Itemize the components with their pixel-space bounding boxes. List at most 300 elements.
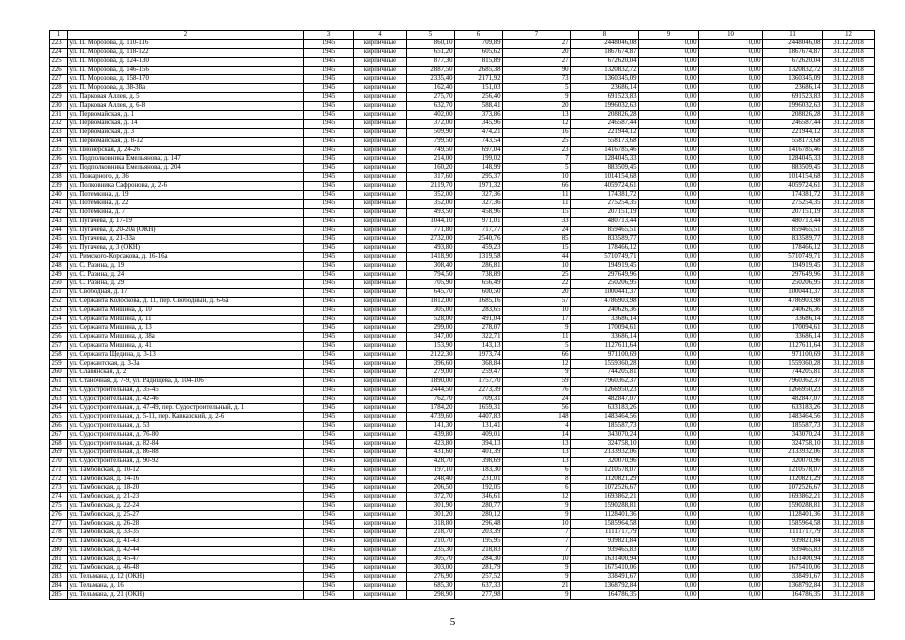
living-area-cell: 409,01 xyxy=(455,431,503,440)
table-row xyxy=(50,297,875,306)
wall-material-cell: кирпичные xyxy=(354,591,407,600)
date-cell: 31.12.2018 xyxy=(823,528,875,537)
total-area-cell: 372,00 xyxy=(407,119,455,128)
address-cell: ул. Пугачева, д. 21-33а xyxy=(68,235,304,244)
date-cell: 31.12.2018 xyxy=(823,84,875,93)
address-cell: ул. Судостроительная, д. 82-84 xyxy=(68,439,304,448)
table-row xyxy=(50,111,875,120)
col9-value-cell: 0,00 xyxy=(639,235,699,244)
living-area-cell: 709,31 xyxy=(455,395,503,404)
amount-cell: 324758,10 xyxy=(571,439,639,448)
date-cell: 31.12.2018 xyxy=(823,137,875,146)
col10-value-cell: 0,00 xyxy=(699,217,763,226)
col9-value-cell: 0,00 xyxy=(639,502,699,511)
count-cell: 10 xyxy=(503,262,571,271)
col10-value-cell: 0,00 xyxy=(699,57,763,66)
table-row xyxy=(50,271,875,280)
total-area-cell: 794,50 xyxy=(407,271,455,280)
address-cell: ул. Первомайская, д. 3 xyxy=(68,128,304,137)
amount-cell: 833589,77 xyxy=(571,235,639,244)
total-area-cell: 528,00 xyxy=(407,315,455,324)
count-cell: 17 xyxy=(503,315,571,324)
living-area-cell: 296,48 xyxy=(455,519,503,528)
address-cell: ул. Подполковника Емельянова, д. 147 xyxy=(68,155,304,164)
col10-value-cell: 0,00 xyxy=(699,199,763,208)
col9-value-cell: 0,00 xyxy=(639,253,699,262)
col9-value-cell: 0,00 xyxy=(639,422,699,431)
wall-material-cell: кирпичные xyxy=(354,351,407,360)
table-row xyxy=(50,173,875,182)
amount-cell: 4786903,98 xyxy=(571,297,639,306)
address-cell: ул. Сержанта Мишина, д. 13 xyxy=(68,324,304,333)
amount-cell: 1111717,79 xyxy=(571,528,639,537)
count-cell: 5 xyxy=(503,342,571,351)
row-number-cell: 240 xyxy=(50,191,68,200)
amount-cell: 1072526,67 xyxy=(571,484,639,493)
amount-cell: 164786,35 xyxy=(571,591,639,600)
col9-value-cell: 0,00 xyxy=(639,306,699,315)
count-cell: 27 xyxy=(503,57,571,66)
year-cell: 1945 xyxy=(304,235,354,244)
table-row xyxy=(50,279,875,288)
year-cell: 1945 xyxy=(304,528,354,537)
col11-value-cell: 297649,96 xyxy=(763,271,823,280)
total-area-cell: 352,00 xyxy=(407,199,455,208)
address-cell: ул. Тельмана, д. 16 xyxy=(68,582,304,591)
living-area-cell: 738,89 xyxy=(455,271,503,280)
table-row xyxy=(50,128,875,137)
address-cell: ул. Тамбовская, д. 22-24 xyxy=(68,502,304,511)
col9-value-cell: 0,00 xyxy=(639,377,699,386)
row-number-cell: 251 xyxy=(50,288,68,297)
row-number-cell: 259 xyxy=(50,359,68,368)
wall-material-cell: кирпичные xyxy=(354,57,407,66)
address-cell: ул. П. Морозова, д. 38-38а xyxy=(68,84,304,93)
year-cell: 1945 xyxy=(304,102,354,111)
column-number-8: 8 xyxy=(571,31,639,40)
col10-value-cell: 0,00 xyxy=(699,582,763,591)
count-cell: 10 xyxy=(503,519,571,528)
address-cell: ул. Пожарного, д. 36 xyxy=(68,173,304,182)
count-cell: 4 xyxy=(503,422,571,431)
col10-value-cell: 0,00 xyxy=(699,431,763,440)
address-cell: ул. Сержантская, д. 3-3а xyxy=(68,359,304,368)
date-cell: 31.12.2018 xyxy=(823,351,875,360)
amount-cell: 178466,12 xyxy=(571,244,639,253)
wall-material-cell: кирпичные xyxy=(354,368,407,377)
living-area-cell: 280,12 xyxy=(455,511,503,520)
row-number-cell: 252 xyxy=(50,297,68,306)
col10-value-cell: 0,00 xyxy=(699,359,763,368)
col10-value-cell: 0,00 xyxy=(699,386,763,395)
col10-value-cell: 0,00 xyxy=(699,333,763,342)
total-area-cell: 493,80 xyxy=(407,244,455,253)
count-cell: 90 xyxy=(503,66,571,75)
col10-value-cell: 0,00 xyxy=(699,48,763,57)
total-area-cell: 2119,70 xyxy=(407,182,455,191)
year-cell: 1945 xyxy=(304,155,354,164)
date-cell: 31.12.2018 xyxy=(823,422,875,431)
table-body xyxy=(50,39,875,599)
year-cell: 1945 xyxy=(304,359,354,368)
row-number-cell: 246 xyxy=(50,244,68,253)
col9-value-cell: 0,00 xyxy=(639,333,699,342)
row-number-cell: 242 xyxy=(50,208,68,217)
table-row xyxy=(50,253,875,262)
date-cell: 31.12.2018 xyxy=(823,128,875,137)
col9-value-cell: 0,00 xyxy=(639,493,699,502)
count-cell: 14 xyxy=(503,431,571,440)
column-number-3: 3 xyxy=(304,31,354,40)
col11-value-cell: 558173,68 xyxy=(763,137,823,146)
year-cell: 1945 xyxy=(304,546,354,555)
row-number-cell: 244 xyxy=(50,226,68,235)
col9-value-cell: 0,00 xyxy=(639,39,699,48)
living-area-cell: 283,65 xyxy=(455,306,503,315)
address-cell: ул. Сержанта Мишина, д. 41 xyxy=(68,342,304,351)
year-cell: 1945 xyxy=(304,448,354,457)
wall-material-cell: кирпичные xyxy=(354,111,407,120)
col11-value-cell: 1127611,64 xyxy=(763,342,823,351)
year-cell: 1945 xyxy=(304,315,354,324)
address-cell: ул. Тамбовская, д. 21-23 xyxy=(68,493,304,502)
wall-material-cell: кирпичные xyxy=(354,511,407,520)
wall-material-cell: кирпичные xyxy=(354,146,407,155)
date-cell: 31.12.2018 xyxy=(823,342,875,351)
row-number-cell: 224 xyxy=(50,48,68,57)
address-cell: ул. Парковая Аллея, д. 6-8 xyxy=(68,102,304,111)
date-cell: 31.12.2018 xyxy=(823,191,875,200)
date-cell: 31.12.2018 xyxy=(823,48,875,57)
total-area-cell: 4739,60 xyxy=(407,413,455,422)
table-row xyxy=(50,404,875,413)
count-cell: 9 xyxy=(503,368,571,377)
year-cell: 1945 xyxy=(304,146,354,155)
col10-value-cell: 0,00 xyxy=(699,351,763,360)
count-cell: 11 xyxy=(503,333,571,342)
total-area-cell: 771,80 xyxy=(407,226,455,235)
amount-cell: 1320832,72 xyxy=(571,66,639,75)
wall-material-cell: кирпичные xyxy=(354,93,407,102)
table-row xyxy=(50,591,875,600)
wall-material-cell: кирпичные xyxy=(354,582,407,591)
year-cell: 1945 xyxy=(304,191,354,200)
row-number-cell: 256 xyxy=(50,333,68,342)
date-cell: 31.12.2018 xyxy=(823,75,875,84)
wall-material-cell: кирпичные xyxy=(354,279,407,288)
total-area-cell: 493,50 xyxy=(407,208,455,217)
address-cell: ул. П. Морозова, д. 124-130 xyxy=(68,57,304,66)
date-cell: 31.12.2018 xyxy=(823,288,875,297)
address-cell: ул. Тамбовская, д. 33-35 xyxy=(68,528,304,537)
col11-value-cell: 320070,96 xyxy=(763,457,823,466)
row-number-cell: 239 xyxy=(50,182,68,191)
year-cell: 1945 xyxy=(304,297,354,306)
wall-material-cell: кирпичные xyxy=(354,271,407,280)
wall-material-cell: кирпичные xyxy=(354,413,407,422)
col9-value-cell: 0,00 xyxy=(639,191,699,200)
table-row xyxy=(50,208,875,217)
wall-material-cell: кирпичные xyxy=(354,315,407,324)
wall-material-cell: кирпичные xyxy=(354,119,407,128)
table-row xyxy=(50,519,875,528)
row-number-cell: 271 xyxy=(50,466,68,475)
col9-value-cell: 0,00 xyxy=(639,564,699,573)
wall-material-cell: кирпичные xyxy=(354,66,407,75)
count-cell: 12 xyxy=(503,359,571,368)
year-cell: 1945 xyxy=(304,164,354,173)
column-number-9: 9 xyxy=(639,31,699,40)
row-number-cell: 276 xyxy=(50,511,68,520)
col11-value-cell: 33686,14 xyxy=(763,315,823,324)
living-area-cell: 717,77 xyxy=(455,226,503,235)
living-area-cell: 4407,83 xyxy=(455,413,503,422)
living-area-cell: 491,04 xyxy=(455,315,503,324)
date-cell: 31.12.2018 xyxy=(823,564,875,573)
table-row xyxy=(50,511,875,520)
date-cell: 31.12.2018 xyxy=(823,404,875,413)
col11-value-cell: 164786,35 xyxy=(763,591,823,600)
count-cell: 7 xyxy=(503,528,571,537)
wall-material-cell: кирпичные xyxy=(354,395,407,404)
amount-cell: 1120821,29 xyxy=(571,475,639,484)
total-area-cell: 308,40 xyxy=(407,262,455,271)
count-cell: 24 xyxy=(503,395,571,404)
row-number-cell: 238 xyxy=(50,173,68,182)
living-area-cell: 656,49 xyxy=(455,279,503,288)
table-row xyxy=(50,57,875,66)
total-area-cell: 352,00 xyxy=(407,191,455,200)
year-cell: 1945 xyxy=(304,262,354,271)
date-cell: 31.12.2018 xyxy=(823,271,875,280)
wall-material-cell: кирпичные xyxy=(354,262,407,271)
amount-cell: 208826,28 xyxy=(571,111,639,120)
count-cell: 12 xyxy=(503,493,571,502)
living-area-cell: 588,41 xyxy=(455,102,503,111)
date-cell: 31.12.2018 xyxy=(823,39,875,48)
total-area-cell: 2122,30 xyxy=(407,351,455,360)
wall-material-cell: кирпичные xyxy=(354,75,407,84)
count-cell: 15 xyxy=(503,244,571,253)
amount-cell: 1360345,09 xyxy=(571,75,639,84)
wall-material-cell: кирпичные xyxy=(354,137,407,146)
year-cell: 1945 xyxy=(304,484,354,493)
address-cell: ул. Тельмана, д. 21 (ОКН) xyxy=(68,591,304,600)
row-number-cell: 269 xyxy=(50,448,68,457)
col11-value-cell: 4059724,61 xyxy=(763,182,823,191)
date-cell: 31.12.2018 xyxy=(823,493,875,502)
wall-material-cell: кирпичные xyxy=(354,208,407,217)
total-area-cell: 396,60 xyxy=(407,359,455,368)
year-cell: 1945 xyxy=(304,502,354,511)
column-number-1: 1 xyxy=(50,31,68,40)
row-number-cell: 268 xyxy=(50,439,68,448)
year-cell: 1945 xyxy=(304,431,354,440)
table-row xyxy=(50,191,875,200)
living-area-cell: 474,21 xyxy=(455,128,503,137)
table-row xyxy=(50,431,875,440)
living-area-cell: 2273,39 xyxy=(455,386,503,395)
living-area-cell: 195,95 xyxy=(455,537,503,546)
column-number-6: 6 xyxy=(455,31,503,40)
amount-cell: 170094,61 xyxy=(571,324,639,333)
wall-material-cell: кирпичные xyxy=(354,39,407,48)
col11-value-cell: 883509,45 xyxy=(763,164,823,173)
document-sheet xyxy=(49,30,874,600)
table-row xyxy=(50,75,875,84)
total-area-cell: 275,70 xyxy=(407,93,455,102)
col9-value-cell: 0,00 xyxy=(639,439,699,448)
total-area-cell: 428,70 xyxy=(407,457,455,466)
col10-value-cell: 0,00 xyxy=(699,137,763,146)
year-cell: 1945 xyxy=(304,199,354,208)
count-cell: 73 xyxy=(503,75,571,84)
col11-value-cell: 1590288,81 xyxy=(763,502,823,511)
table-row xyxy=(50,93,875,102)
col10-value-cell: 0,00 xyxy=(699,271,763,280)
col10-value-cell: 0,00 xyxy=(699,155,763,164)
table-row xyxy=(50,448,875,457)
row-number-cell: 231 xyxy=(50,111,68,120)
col11-value-cell: 208826,28 xyxy=(763,111,823,120)
living-area-cell: 277,98 xyxy=(455,591,503,600)
address-cell: ул. Свободная, д. 17 xyxy=(68,288,304,297)
wall-material-cell: кирпичные xyxy=(354,128,407,137)
col9-value-cell: 0,00 xyxy=(639,279,699,288)
col9-value-cell: 0,00 xyxy=(639,404,699,413)
living-area-cell: 2685,38 xyxy=(455,66,503,75)
wall-material-cell: кирпичные xyxy=(354,484,407,493)
amount-cell: 859465,51 xyxy=(571,226,639,235)
wall-material-cell: кирпичные xyxy=(354,555,407,564)
row-number-cell: 230 xyxy=(50,102,68,111)
col11-value-cell: 1559360,28 xyxy=(763,359,823,368)
col9-value-cell: 0,00 xyxy=(639,146,699,155)
wall-material-cell: кирпичные xyxy=(354,164,407,173)
col9-value-cell: 0,00 xyxy=(639,315,699,324)
col11-value-cell: 343070,24 xyxy=(763,431,823,440)
table-row xyxy=(50,422,875,431)
count-cell: 6 xyxy=(503,466,571,475)
row-number-cell: 261 xyxy=(50,377,68,386)
amount-cell: 558173,68 xyxy=(571,137,639,146)
amount-cell: 1128401,36 xyxy=(571,511,639,520)
living-area-cell: 743,54 xyxy=(455,137,503,146)
col9-value-cell: 0,00 xyxy=(639,537,699,546)
living-area-cell: 1685,16 xyxy=(455,297,503,306)
table-row xyxy=(50,546,875,555)
living-area-cell: 401,39 xyxy=(455,448,503,457)
col9-value-cell: 0,00 xyxy=(639,288,699,297)
date-cell: 31.12.2018 xyxy=(823,324,875,333)
col11-value-cell: 1320832,72 xyxy=(763,66,823,75)
date-cell: 31.12.2018 xyxy=(823,226,875,235)
table-row xyxy=(50,226,875,235)
table-row xyxy=(50,582,875,591)
col10-value-cell: 0,00 xyxy=(699,173,763,182)
table-row xyxy=(50,244,875,253)
amount-cell: 1127611,64 xyxy=(571,342,639,351)
year-cell: 1945 xyxy=(304,573,354,582)
table-row xyxy=(50,573,875,582)
col11-value-cell: 939465,83 xyxy=(763,546,823,555)
col11-value-cell: 1284045,33 xyxy=(763,155,823,164)
count-cell: 8 xyxy=(503,475,571,484)
address-cell: ул. Пугачева, д. 17-19 xyxy=(68,217,304,226)
wall-material-cell: кирпичные xyxy=(354,297,407,306)
total-area-cell: 298,90 xyxy=(407,591,455,600)
col10-value-cell: 0,00 xyxy=(699,66,763,75)
date-cell: 31.12.2018 xyxy=(823,173,875,182)
address-cell: ул. Тамбовская, д. 42-44 xyxy=(68,546,304,555)
count-cell: 21 xyxy=(503,582,571,591)
amount-cell: 2133932,06 xyxy=(571,448,639,457)
total-area-cell: 153,90 xyxy=(407,342,455,351)
address-cell: ул. С. Разина, д. 24 xyxy=(68,271,304,280)
count-cell: 66 xyxy=(503,182,571,191)
table-row xyxy=(50,359,875,368)
wall-material-cell: кирпичные xyxy=(354,573,407,582)
col9-value-cell: 0,00 xyxy=(639,155,699,164)
col10-value-cell: 0,00 xyxy=(699,413,763,422)
wall-material-cell: кирпичные xyxy=(354,253,407,262)
year-cell: 1945 xyxy=(304,413,354,422)
amount-cell: 482847,07 xyxy=(571,395,639,404)
address-cell: ул. П. Морозова, д. 110-116 xyxy=(68,39,304,48)
col10-value-cell: 0,00 xyxy=(699,315,763,324)
address-cell: ул. Тамбовская, д. 26-28 xyxy=(68,519,304,528)
col10-value-cell: 0,00 xyxy=(699,324,763,333)
year-cell: 1945 xyxy=(304,395,354,404)
col11-value-cell: 939821,84 xyxy=(763,537,823,546)
col10-value-cell: 0,00 xyxy=(699,191,763,200)
total-area-cell: 877,30 xyxy=(407,57,455,66)
col10-value-cell: 0,00 xyxy=(699,377,763,386)
col10-value-cell: 0,00 xyxy=(699,102,763,111)
col10-value-cell: 0,00 xyxy=(699,297,763,306)
wall-material-cell: кирпичные xyxy=(354,493,407,502)
total-area-cell: 423,80 xyxy=(407,439,455,448)
table-row xyxy=(50,102,875,111)
total-area-cell: 860,10 xyxy=(407,39,455,48)
row-number-cell: 250 xyxy=(50,279,68,288)
amount-cell: 1210578,07 xyxy=(571,466,639,475)
amount-cell: 297649,96 xyxy=(571,271,639,280)
col9-value-cell: 0,00 xyxy=(639,359,699,368)
col9-value-cell: 0,00 xyxy=(639,48,699,57)
col11-value-cell: 633183,26 xyxy=(763,404,823,413)
living-area-cell: 2540,76 xyxy=(455,235,503,244)
col9-value-cell: 0,00 xyxy=(639,413,699,422)
address-cell: ул. Тамбовская, д. 10-12 xyxy=(68,466,304,475)
date-cell: 31.12.2018 xyxy=(823,484,875,493)
col10-value-cell: 0,00 xyxy=(699,279,763,288)
living-area-cell: 151,03 xyxy=(455,84,503,93)
year-cell: 1945 xyxy=(304,342,354,351)
col10-value-cell: 0,00 xyxy=(699,537,763,546)
date-cell: 31.12.2018 xyxy=(823,93,875,102)
table-row xyxy=(50,262,875,271)
table-row xyxy=(50,484,875,493)
col10-value-cell: 0,00 xyxy=(699,119,763,128)
table-row xyxy=(50,155,875,164)
address-cell: ул. Потемкина, д. 7 xyxy=(68,208,304,217)
living-area-cell: 183,30 xyxy=(455,466,503,475)
col10-value-cell: 0,00 xyxy=(699,404,763,413)
date-cell: 31.12.2018 xyxy=(823,466,875,475)
row-number-cell: 280 xyxy=(50,546,68,555)
col9-value-cell: 0,00 xyxy=(639,351,699,360)
